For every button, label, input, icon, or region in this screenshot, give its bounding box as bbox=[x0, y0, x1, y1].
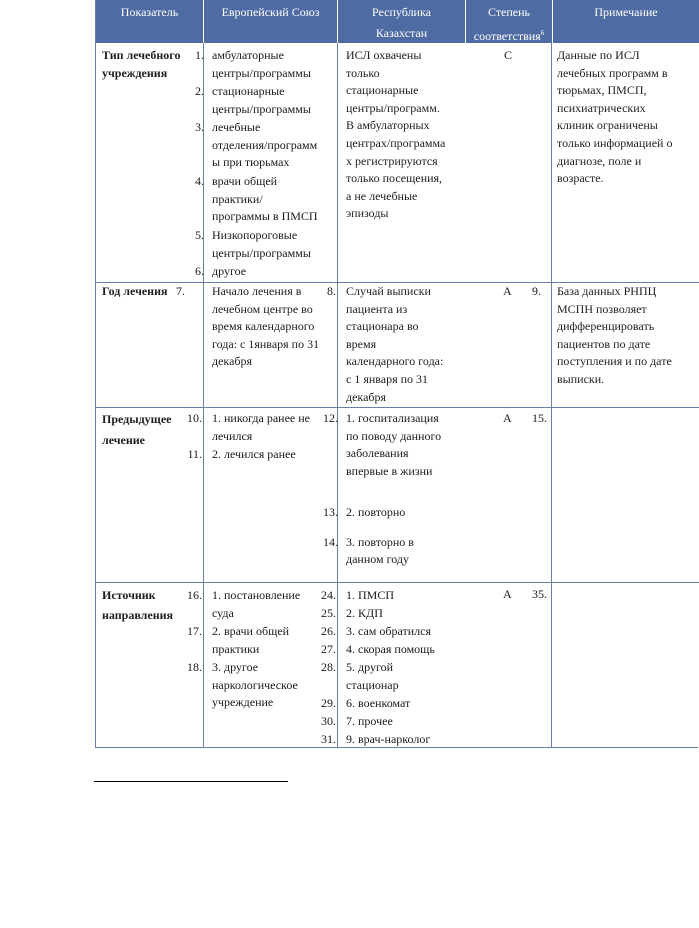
text-line: другое bbox=[212, 264, 247, 278]
header-compliance: Степень соответствия$^6$ bbox=[473, 5, 545, 43]
text-line: центрах/программа bbox=[346, 135, 446, 150]
text-line: ы при тюрьмах bbox=[212, 155, 290, 170]
text-line: Случай выписки bbox=[346, 284, 431, 298]
text-line: наркологическое bbox=[212, 677, 298, 692]
text-line: центры/программы bbox=[212, 101, 311, 116]
note-text bbox=[557, 47, 697, 188]
text-line: практики/ bbox=[212, 191, 263, 206]
text-line: стационар bbox=[346, 677, 399, 692]
text-line: отделения/программ bbox=[212, 137, 318, 152]
list-number: 28. bbox=[321, 660, 336, 674]
text-line: а не лечебные bbox=[346, 188, 418, 203]
text-line: диагнозе, поле и bbox=[557, 153, 642, 168]
note-text bbox=[557, 283, 697, 389]
list-item bbox=[212, 119, 336, 172]
footnote-separator bbox=[94, 781, 288, 782]
list-number: 13. bbox=[323, 505, 338, 519]
text-line: дифференцировать bbox=[557, 319, 655, 334]
text-line: возрасте. bbox=[557, 171, 604, 186]
text-line: стационара во bbox=[346, 319, 419, 334]
text-line: 3. сам обратился bbox=[346, 624, 432, 638]
text-line: центры/программы bbox=[212, 245, 311, 260]
list-item bbox=[346, 641, 464, 659]
text-line: 7. прочее bbox=[346, 714, 393, 728]
text-line: х регистрируются bbox=[346, 153, 438, 168]
text-line: Начало лечения в bbox=[212, 284, 302, 298]
list-number: 35. bbox=[532, 587, 547, 601]
text-line: 1. никогда ранее не bbox=[212, 411, 310, 425]
list-number: 18. bbox=[187, 660, 202, 674]
text-line: выписки. bbox=[557, 371, 605, 386]
text-line: пациентов по дате bbox=[557, 336, 651, 351]
kz-text bbox=[346, 283, 464, 406]
text-line: тюрьмах, ПМСП, bbox=[557, 83, 647, 98]
list-number: 24. bbox=[321, 588, 336, 602]
header-note: Примечание bbox=[594, 5, 658, 19]
text-line: лечебном центре во bbox=[212, 301, 313, 316]
text-line: лечебные bbox=[212, 120, 261, 134]
text-line: практики bbox=[212, 641, 260, 656]
list-number: 14. bbox=[323, 534, 338, 549]
text-line: лечебных программ в bbox=[557, 65, 668, 80]
text-line: по поводу данного bbox=[346, 428, 442, 443]
text-line: стационарные bbox=[212, 84, 285, 98]
text-line: только информацией о bbox=[557, 135, 673, 150]
compliance-grade: С bbox=[504, 48, 513, 62]
list-item bbox=[346, 659, 464, 694]
list-item bbox=[346, 731, 464, 749]
text-line: амбулаторные bbox=[212, 48, 284, 62]
text-line: данном году bbox=[346, 552, 410, 567]
list-number: 25. bbox=[321, 606, 336, 620]
text-line: 3. другое bbox=[212, 660, 259, 674]
text-line: с 1 января по 31 bbox=[346, 371, 429, 386]
text-line: время календарного bbox=[212, 319, 315, 334]
list-number: 4. bbox=[195, 174, 204, 188]
table-header bbox=[96, 0, 699, 43]
list-item bbox=[346, 534, 464, 569]
list-number: 6. bbox=[195, 264, 204, 278]
text-line: В амбулаторных bbox=[346, 118, 430, 133]
list-item bbox=[212, 173, 336, 226]
list-item bbox=[346, 713, 464, 731]
list-number: 3. bbox=[195, 120, 204, 134]
list-item bbox=[346, 605, 464, 623]
list-number: 12. bbox=[323, 411, 338, 425]
text-line: лечился bbox=[212, 428, 253, 443]
text-line: 6. военкомат bbox=[346, 696, 411, 710]
text-line: стационарные bbox=[346, 83, 419, 98]
list-item bbox=[212, 446, 336, 464]
list-number: 5. bbox=[195, 228, 204, 242]
text-line: 1. ПМСП bbox=[346, 588, 395, 602]
text-line: декабря bbox=[212, 354, 253, 369]
text-line: учреждение bbox=[212, 695, 274, 710]
list-number: 10. bbox=[187, 411, 202, 425]
table-row bbox=[96, 408, 699, 582]
text-line: клиник ограничены bbox=[557, 118, 658, 133]
list-item bbox=[346, 695, 464, 713]
header-kz: Республика Казахстан bbox=[372, 5, 431, 40]
list-item bbox=[212, 263, 336, 281]
list-item bbox=[346, 410, 464, 480]
text-line: календарного года: bbox=[346, 354, 444, 369]
text-line: суда bbox=[212, 605, 234, 620]
list-item bbox=[346, 587, 464, 605]
list-item bbox=[212, 227, 336, 262]
kz-text bbox=[346, 47, 464, 223]
text-line: 1. госпитализация bbox=[346, 411, 439, 425]
text-line: Низкопороговые bbox=[212, 228, 298, 242]
compliance-grade: А bbox=[503, 587, 512, 601]
text-line: 4. скорая помощь bbox=[346, 642, 435, 656]
list-item bbox=[346, 623, 464, 641]
list-number: 11. bbox=[187, 447, 202, 461]
list-item bbox=[212, 47, 336, 82]
table-row bbox=[96, 43, 699, 282]
text-line: психиатрических bbox=[557, 100, 646, 115]
row-label: Источник направления bbox=[102, 588, 174, 622]
text-line: 2. врачи общей bbox=[212, 624, 290, 638]
table-row bbox=[96, 583, 699, 748]
list-item bbox=[346, 504, 464, 522]
text-line: центры/программ. bbox=[346, 100, 440, 115]
list-number: 9. bbox=[532, 284, 541, 298]
list-number: 15. bbox=[532, 411, 547, 425]
text-line: 1. постановление bbox=[212, 588, 301, 602]
table-row bbox=[96, 283, 699, 407]
list-number: 29. bbox=[321, 696, 336, 710]
list-number: 27. bbox=[321, 642, 336, 656]
list-number: 26. bbox=[321, 624, 336, 638]
text-line: только bbox=[346, 65, 380, 80]
text-line: поступления и по дате bbox=[557, 354, 672, 369]
row-label: Год лечения bbox=[102, 284, 168, 298]
text-line: пациента из bbox=[346, 301, 408, 316]
list-number: 8. bbox=[327, 284, 336, 298]
text-line: года: с 1января по 31 bbox=[212, 336, 320, 351]
list-number: 31. bbox=[321, 732, 336, 746]
text-line: декабря bbox=[346, 389, 387, 404]
eu-text bbox=[212, 283, 336, 371]
header-eu: Европейский Союз bbox=[221, 5, 320, 19]
text-line: врачи общей bbox=[212, 174, 278, 188]
list-number: 17. bbox=[187, 624, 202, 638]
text-line: 3. повторно в bbox=[346, 534, 414, 549]
list-number: 1. bbox=[195, 48, 204, 62]
text-line: заболевания bbox=[346, 446, 409, 461]
text-line: Данные по ИСЛ bbox=[557, 48, 640, 62]
text-line: ИСЛ охвачены bbox=[346, 48, 422, 62]
text-line: только посещения, bbox=[346, 171, 443, 186]
text-line: 2. КДП bbox=[346, 606, 383, 620]
row-label: Предыдущее лечение bbox=[102, 412, 172, 447]
text-line: 9. врач-нарколог bbox=[346, 732, 431, 746]
compliance-grade: А bbox=[503, 411, 512, 425]
text-line: центры/программы bbox=[212, 65, 311, 80]
text-line: впервые в жизни bbox=[346, 463, 433, 478]
list-number: 30. bbox=[321, 714, 336, 728]
row-label: Тип лечебного учреждения bbox=[102, 48, 181, 80]
compliance-grade: А bbox=[503, 284, 512, 298]
text-line: эпизоды bbox=[346, 206, 389, 221]
text-line: программы в ПМСП bbox=[212, 209, 318, 224]
text-line: МСПН позволяет bbox=[557, 301, 647, 316]
header-indicator: Показатель bbox=[120, 5, 179, 19]
text-line: 2. повторно bbox=[346, 505, 406, 519]
text-line: База данных РНПЦ bbox=[557, 284, 657, 298]
list-number: 16. bbox=[187, 588, 202, 602]
comparison-table bbox=[95, 0, 698, 748]
text-line: 5. другой bbox=[346, 660, 393, 674]
list-number: 7. bbox=[176, 284, 185, 298]
text-line: время bbox=[346, 336, 377, 351]
list-item bbox=[212, 83, 336, 118]
list-number: 2. bbox=[195, 84, 204, 98]
text-line: 2. лечился ранее bbox=[212, 447, 296, 461]
